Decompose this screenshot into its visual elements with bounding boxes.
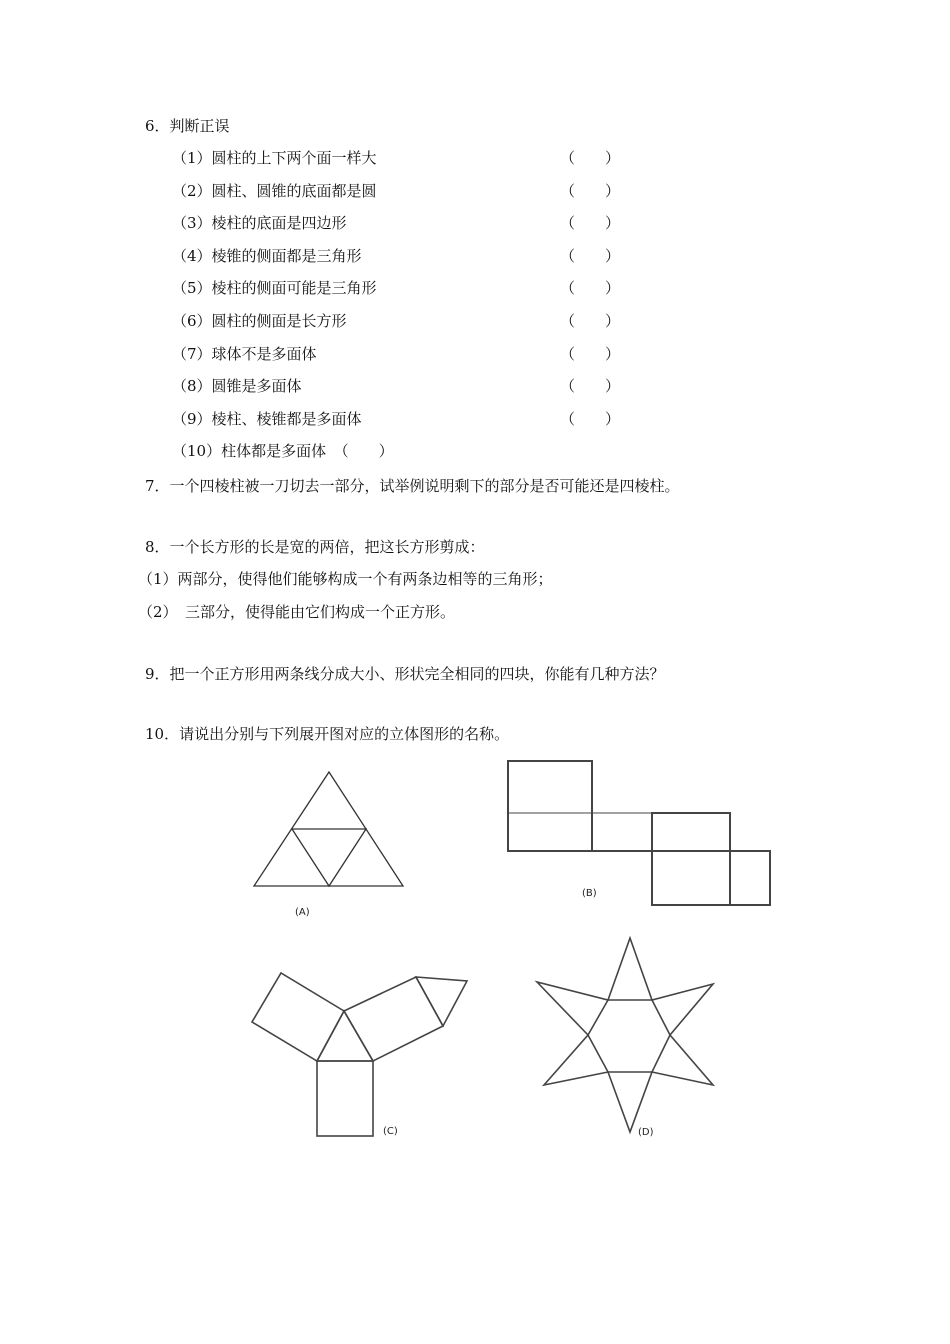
figure-b-label: (B) — [582, 888, 597, 899]
q6-item-7: （7）球体不是多面体 — [172, 345, 317, 363]
figure-a-inner-triangle — [292, 829, 366, 886]
figure-a — [240, 765, 420, 925]
q6-item-3: （3）棱柱的底面是四边形 — [172, 214, 347, 232]
figure-c-center-triangle — [317, 1011, 373, 1061]
figure-b-top-square — [508, 761, 592, 851]
q6-answer-3[interactable]: （ ） — [560, 214, 621, 232]
figure-c-bottom-rect — [317, 1061, 373, 1136]
figure-a-svg — [240, 765, 420, 925]
figure-b-end-rect — [730, 851, 770, 905]
q8-text: 8．一个长方形的长是宽的两倍，把这长方形剪成： — [145, 538, 485, 556]
q8-sub1: （1）两部分，使得他们能够构成一个有两条边相等的三角形； — [138, 570, 553, 588]
figure-c-end-triangle — [416, 977, 467, 1026]
q6-item-1: （1）圆柱的上下两个面一样大 — [172, 149, 377, 167]
figure-d-svg — [525, 930, 725, 1140]
figure-d-star — [537, 938, 713, 1132]
figure-b-svg — [500, 755, 785, 915]
q6-answer-5[interactable]: （ ） — [560, 279, 621, 297]
figure-c-label: (C) — [383, 1126, 398, 1137]
q6-title: 6．判断正误 — [145, 117, 230, 135]
q6-answer-4[interactable]: （ ） — [560, 247, 621, 265]
figure-c-svg — [240, 965, 480, 1145]
q6-item-10: （10）柱体都是多面体 （ ） — [172, 442, 394, 460]
q6-item-6: （6）圆柱的侧面是长方形 — [172, 312, 347, 330]
q6-item-8: （8）圆锥是多面体 — [172, 377, 302, 395]
figure-b-right-rect — [652, 813, 730, 905]
q6-item-2: （2）圆柱、圆锥的底面都是圆 — [172, 182, 377, 200]
q6-item-9: （9）棱柱、棱锥都是多面体 — [172, 410, 362, 428]
q6-item-5: （5）棱柱的侧面可能是三角形 — [172, 279, 377, 297]
figure-c — [240, 965, 480, 1145]
q10-text: 10．请说出分别与下列展开图对应的立体图形的名称。 — [145, 725, 510, 743]
q6-answer-1[interactable]: （ ） — [560, 149, 621, 167]
q6-answer-6[interactable]: （ ） — [560, 312, 621, 330]
figure-d — [525, 930, 725, 1140]
q9-text: 9．把一个正方形用两条线分成大小、形状完全相同的四块，你能有几种方法？ — [145, 665, 665, 683]
q6-answer-9[interactable]: （ ） — [560, 410, 621, 428]
q6-item-4: （4）棱锥的侧面都是三角形 — [172, 247, 362, 265]
q6-answer-8[interactable]: （ ） — [560, 377, 621, 395]
figure-b — [500, 755, 785, 915]
figure-c-left-rect — [252, 973, 344, 1061]
figure-a-label: (A) — [295, 907, 310, 918]
q7-text: 7．一个四棱柱被一刀切去一部分，试举例说明剩下的部分是否可能还是四棱柱。 — [145, 477, 680, 495]
q6-answer-2[interactable]: （ ） — [560, 182, 621, 200]
q6-answer-7[interactable]: （ ） — [560, 345, 621, 363]
q8-sub2: （2） 三部分，使得能由它们构成一个正方形。 — [138, 603, 456, 621]
figure-c-right-rect — [344, 977, 443, 1061]
figure-d-label: (D) — [638, 1127, 654, 1138]
figure-d-hexagon — [588, 1000, 670, 1072]
